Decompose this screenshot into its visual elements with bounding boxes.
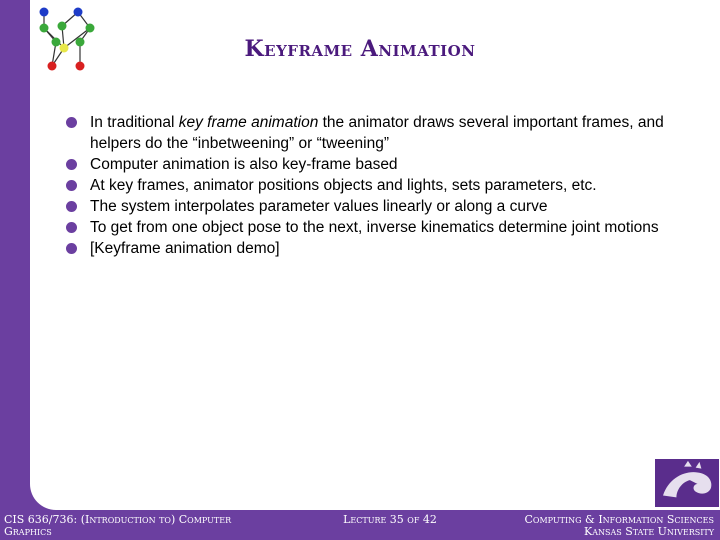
slide-title: Keyframe Animation bbox=[244, 36, 476, 62]
bullet-item bbox=[66, 217, 686, 238]
bullet-dot-icon bbox=[66, 222, 77, 233]
footer-university: Kansas State University bbox=[583, 525, 714, 538]
footer-course: CIS 636/736: (Introduction to) Computer Graphics bbox=[4, 513, 232, 538]
bullet-dot-icon bbox=[66, 201, 77, 212]
bullet-text: In traditional bbox=[90, 114, 179, 131]
bullet-text: the animator draws several important frames, and helpers do the “inbetweening” or “tweening” bbox=[90, 114, 664, 152]
bullet-item bbox=[66, 196, 686, 217]
bullet-dot-icon bbox=[66, 180, 77, 191]
bullet-emphasis: key frame animation bbox=[178, 114, 319, 131]
demo-link[interactable]: [Keyframe animation demo] bbox=[90, 240, 280, 257]
footer-dept: Computing & Information Sciences bbox=[524, 513, 714, 526]
bullet-item bbox=[66, 154, 686, 175]
bullet-dot-icon bbox=[66, 159, 77, 170]
bullet-item bbox=[66, 112, 686, 154]
footer-department bbox=[474, 514, 714, 538]
bullet-text: Computer animation is also key-frame based bbox=[90, 156, 398, 173]
bullet-dot-icon bbox=[66, 117, 77, 128]
bullet-item[interactable] bbox=[66, 238, 686, 259]
graph-network-icon bbox=[28, 2, 104, 78]
footer-lecture: Lecture 35 of 42 bbox=[343, 513, 437, 526]
bullet-text: To get from one object pose to the next, inverse kinematics determine joint motions bbox=[90, 219, 659, 236]
bullet-text: At key frames, animator positions objects and lights, sets parameters, etc. bbox=[90, 177, 597, 194]
powercat-logo-icon bbox=[654, 458, 720, 508]
bullet-list bbox=[66, 112, 686, 259]
bullet-text: The system interpolates parameter values linearly or along a curve bbox=[90, 198, 548, 215]
bullet-dot-icon bbox=[66, 243, 77, 254]
bullet-item bbox=[66, 175, 686, 196]
